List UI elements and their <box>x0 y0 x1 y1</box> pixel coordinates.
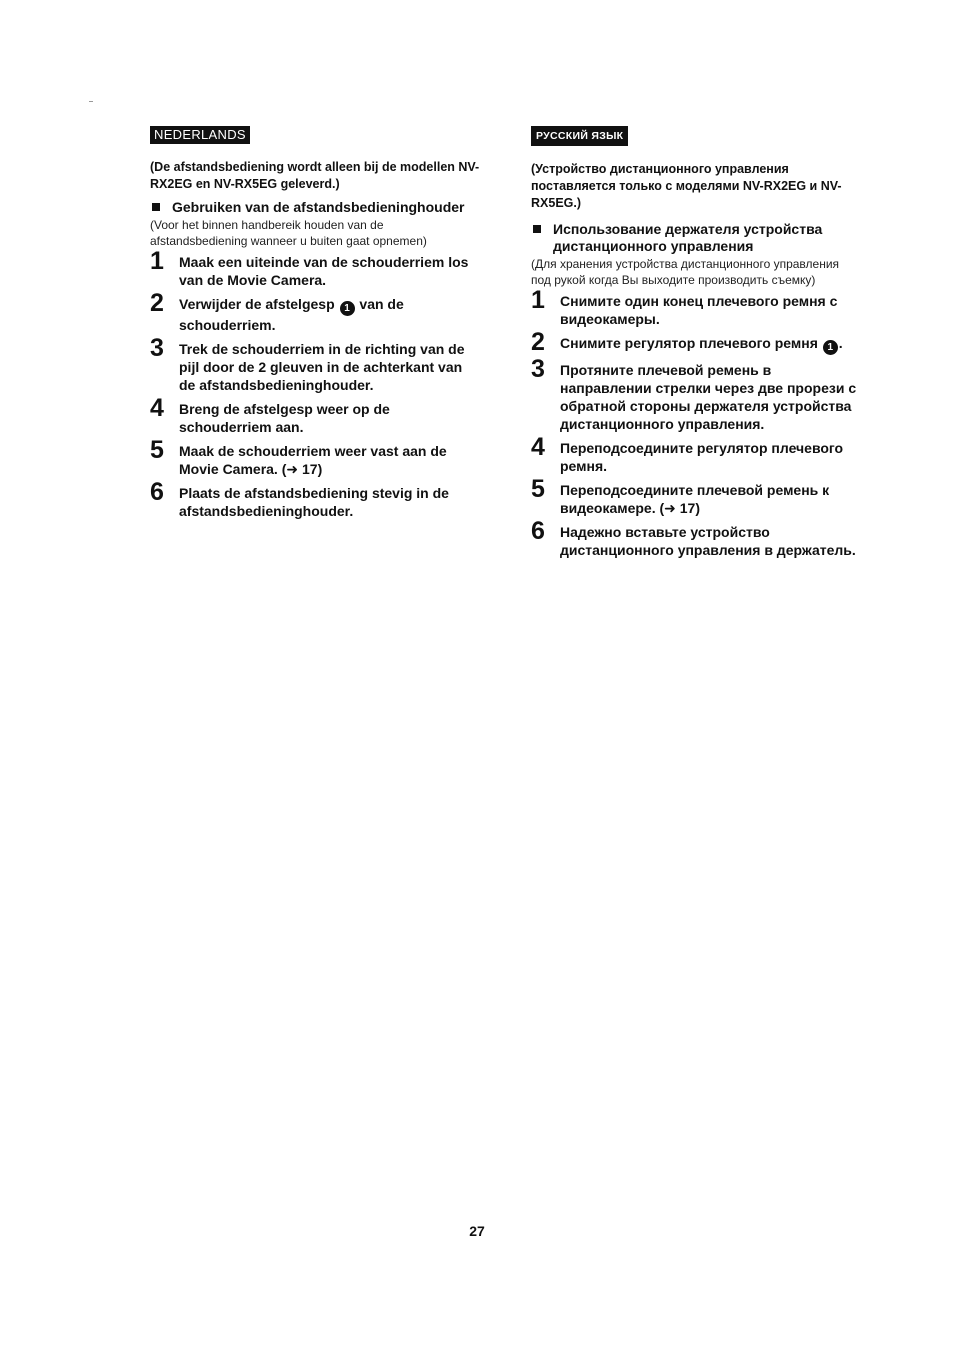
page-number: 27 <box>469 1223 485 1239</box>
reference-circle-icon: 1 <box>823 340 838 355</box>
step-text: Переподсоедините плечевой ремень к видеокамере. (➜ 17) <box>560 482 830 516</box>
step-text: Maak de schouderriem weer vast aan de Movie Camera. (➜ 17) <box>179 443 447 477</box>
step-number: 1 <box>531 286 545 314</box>
step-number: 4 <box>531 433 545 461</box>
availability-note: (Устройство дистанционного управления поставляется только с моделями NV-RX2EG и NV-RX5EG.) <box>531 162 842 210</box>
step-item <box>531 433 861 475</box>
steps-list <box>150 247 480 520</box>
column-russian <box>531 126 861 565</box>
section-note: (Voor het binnen handbereik houden van de afstandsbediening wanneer u buiten gaat opnemen) <box>150 218 427 248</box>
step-text: Переподсоедините регулятор плечевого ремня. <box>560 440 844 474</box>
step-item <box>150 436 480 478</box>
step-number: 2 <box>150 289 164 317</box>
language-label-russian: РУССКИЙ ЯЗЫК <box>531 126 628 146</box>
step-item <box>531 475 861 517</box>
step-text: Надежно вставьте устройство дистанционного управления в держатель. <box>560 524 856 558</box>
step-number: 3 <box>150 334 164 362</box>
reference-circle-icon: 1 <box>340 301 355 316</box>
step-number: 3 <box>531 355 545 383</box>
step-number: 2 <box>531 328 545 356</box>
step-item <box>150 394 480 436</box>
square-bullet-icon <box>152 203 160 211</box>
step-text: Протяните плечевой ремень в направлении стрелки через две прорези с обратной стороны держателя устройства дистанционного управления. <box>560 362 857 432</box>
step-item <box>531 286 861 328</box>
section-heading <box>531 221 861 255</box>
step-item <box>150 247 480 289</box>
step-text: Снимите один конец плечевого ремня с видеокамеры. <box>560 293 838 327</box>
section-note: (Для хранения устройства дистанционного управления под рукой когда Вы выходите производить съемку) <box>531 257 840 287</box>
step-text: Verwijder de afstelgesp <box>179 296 335 312</box>
section-title: Gebruiken van de afstandsbedieninghouder <box>172 199 465 215</box>
step-number: 6 <box>531 517 545 545</box>
steps-list <box>531 286 861 559</box>
step-item <box>150 334 480 394</box>
step-text: Plaats de afstandsbediening stevig in de afstandsbedieninghouder. <box>179 485 449 519</box>
availability-note: (De afstandsbediening wordt alleen bij de modellen NV-RX2EG en NV-RX5EG geleverd.) <box>150 160 480 191</box>
column-dutch <box>150 126 480 526</box>
step-text-continued: van de schouderriem. <box>179 296 404 333</box>
step-number: 4 <box>150 394 164 422</box>
step-text: Trek de schouderriem in de richting van de pijl door de 2 gleuven in de achterkant van de afstandsbedieninghouder. <box>179 341 465 393</box>
step-item <box>531 517 861 559</box>
step-item <box>150 289 480 334</box>
step-item <box>531 328 861 356</box>
step-item <box>150 478 480 520</box>
step-item <box>531 355 861 433</box>
section-title: Использование держателя устройства дистанционного управления <box>553 221 823 254</box>
step-number: 6 <box>150 478 164 506</box>
step-text: Maak een uiteinde van de schouderriem los van de Movie Camera. <box>179 254 469 288</box>
language-label-dutch: NEDERLANDS <box>150 126 250 144</box>
step-text: Breng de afstelgesp weer op de schouderriem aan. <box>179 401 390 435</box>
step-number: 5 <box>150 436 164 464</box>
step-number: 1 <box>150 247 164 275</box>
square-bullet-icon <box>533 225 541 233</box>
section-heading <box>150 199 480 216</box>
step-text: Снимите регулятор плечевого ремня <box>560 335 818 351</box>
step-text-continued: . <box>838 335 843 351</box>
step-number: 5 <box>531 475 545 503</box>
scan-mark <box>89 101 93 102</box>
